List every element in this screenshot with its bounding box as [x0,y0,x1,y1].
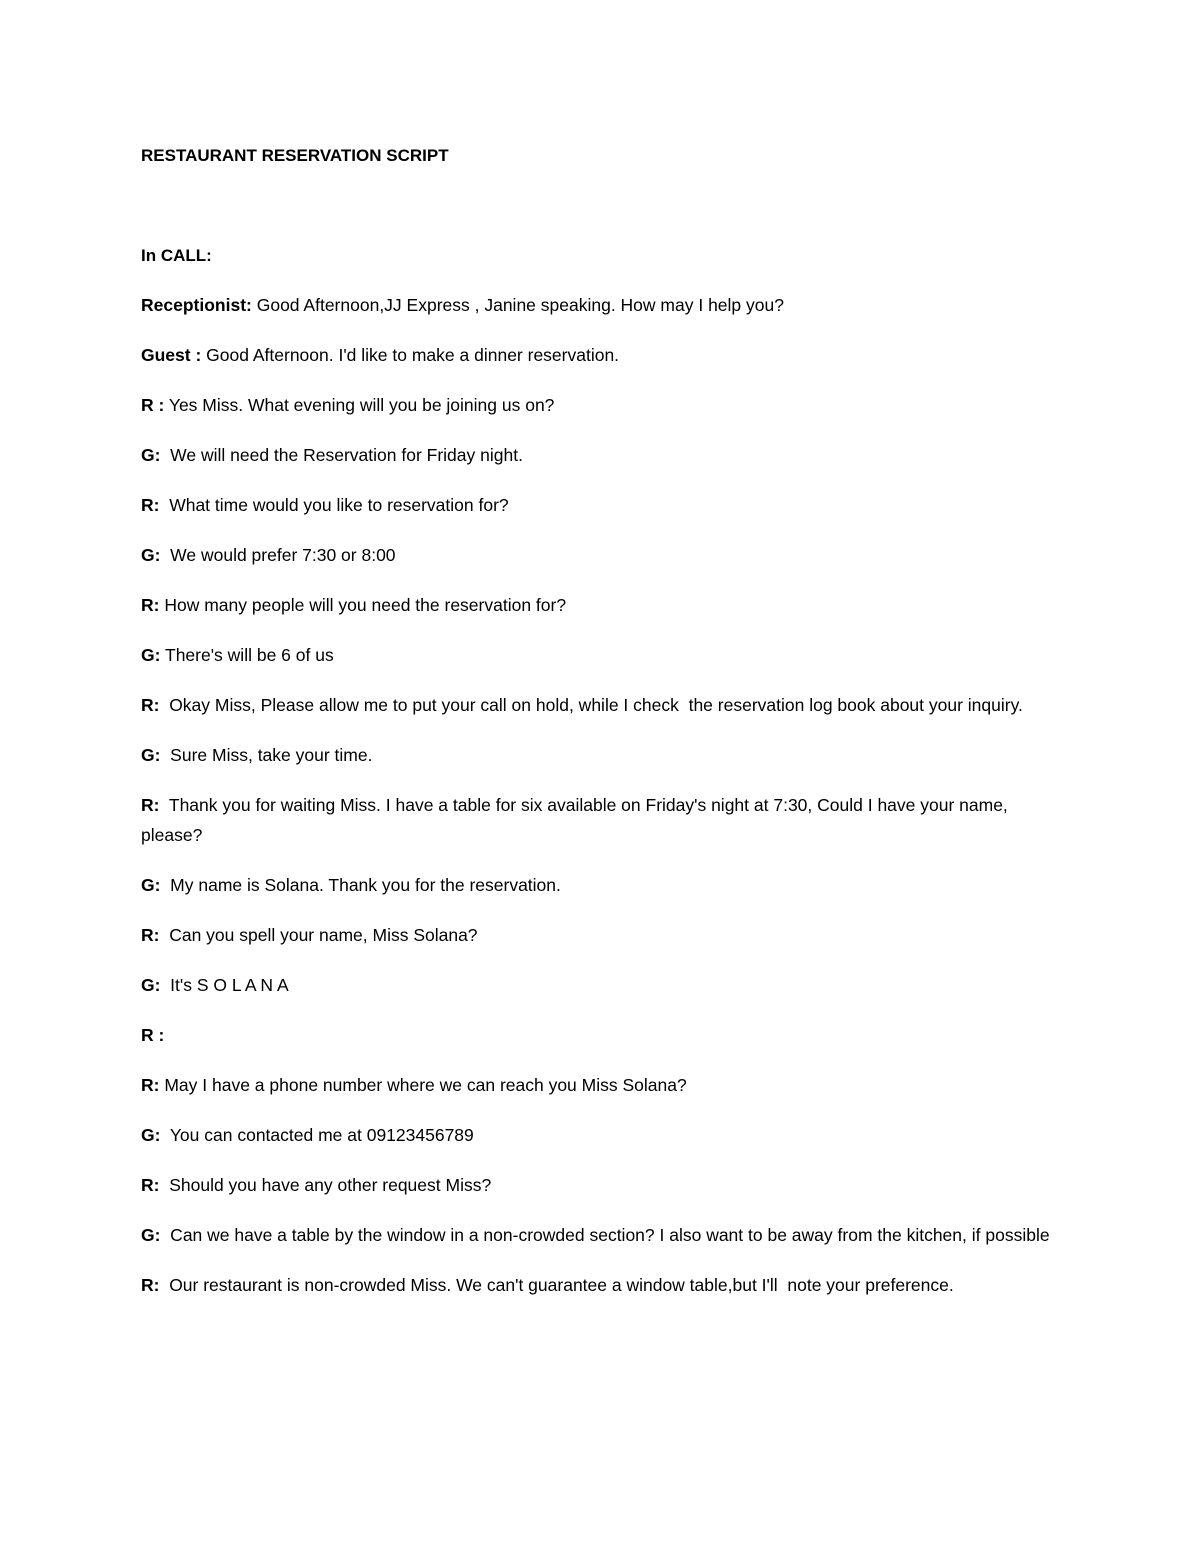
dialogue-text: Should you have any other request Miss? [159,1175,492,1195]
dialogue-line [141,1220,1061,1250]
dialogue-line [141,340,1061,370]
speaker-label: R: [141,925,160,945]
dialogue-line [141,390,1061,420]
dialogue-text: We will need the Reservation for Friday night. [160,445,523,465]
dialogue-line [141,290,1061,320]
speaker-label: G: [141,545,161,565]
speaker-label: G: [141,975,161,995]
dialogue-line [141,920,1061,950]
dialogue-text: Okay Miss, Please allow me to put your call on hold, while I check the reservation log book about your inquiry. [159,695,1023,715]
section-label: In CALL: [141,246,212,265]
dialogue-line [141,790,1061,850]
dialogue-text: Our restaurant is non-crowded Miss. We can't guarantee a window table,but I'll note your preference. [159,1275,954,1295]
dialogue-line [141,540,1061,570]
dialogue-line [141,970,1061,1000]
speaker-label: R : [141,1025,165,1045]
dialogue-line [141,740,1061,770]
dialogue-text: Good Afternoon. I'd like to make a dinner reservation. [201,345,620,365]
speaker-label: G: [141,1125,161,1145]
dialogue-line [141,1270,1061,1300]
speaker-label: G: [141,875,161,895]
dialogue-line [141,1020,1061,1050]
speaker-label: G: [141,745,161,765]
speaker-label: R: [141,1275,160,1295]
dialogue-line [141,1170,1061,1200]
speaker-label: R: [141,1075,160,1095]
dialogue-line [141,1120,1061,1150]
speaker-label: G: [141,445,161,465]
dialogue-text: You can contacted me at 09123456789 [160,1125,474,1145]
dialogue-text: Can we have a table by the window in a non-crowded section? I also want to be away from the kitchen, if possible [160,1225,1050,1245]
dialogue-line [141,640,1061,670]
speaker-label: R : [141,395,165,415]
document-title: RESTAURANT RESERVATION SCRIPT [141,146,449,165]
dialogue-text: How many people will you need the reservation for? [159,595,567,615]
dialogue-text: Good Afternoon,JJ Express , Janine speaking. How may I help you? [251,295,784,315]
dialogue-line [141,1070,1061,1100]
speaker-label: R: [141,695,160,715]
speaker-label: R: [141,495,160,515]
dialogue-text: My name is Solana. Thank you for the reservation. [160,875,561,895]
dialogue-text: Can you spell your name, Miss Solana? [159,925,478,945]
speaker-label: Guest : [141,345,202,365]
dialogue-line [141,870,1061,900]
dialogue-text: We would prefer 7:30 or 8:00 [160,545,396,565]
dialogue-text: Yes Miss. What evening will you be joining us on? [164,395,555,415]
dialogue-line [141,440,1061,470]
dialogue-text: What time would you like to reservation for? [159,495,509,515]
document-body [141,142,1061,1300]
dialogue-line [141,590,1061,620]
speaker-label: G: [141,1225,161,1245]
speaker-label: Receptionist: [141,295,252,315]
dialogue-text: There's will be 6 of us [160,645,334,665]
dialogue-text: Thank you for waiting Miss. I have a table for six available on Friday's night at 7:30, Could I have your name, please? [141,795,1013,845]
speaker-label: R: [141,1175,160,1195]
dialogue-line [141,490,1061,520]
dialogue-line [141,690,1061,720]
speaker-label: G: [141,645,161,665]
dialogue-text: Sure Miss, take your time. [160,745,373,765]
dialogue-text: May I have a phone number where we can reach you Miss Solana? [159,1075,687,1095]
speaker-label: R: [141,595,160,615]
speaker-label: R: [141,795,160,815]
dialogue-text: It's S O L A N A [160,975,289,995]
